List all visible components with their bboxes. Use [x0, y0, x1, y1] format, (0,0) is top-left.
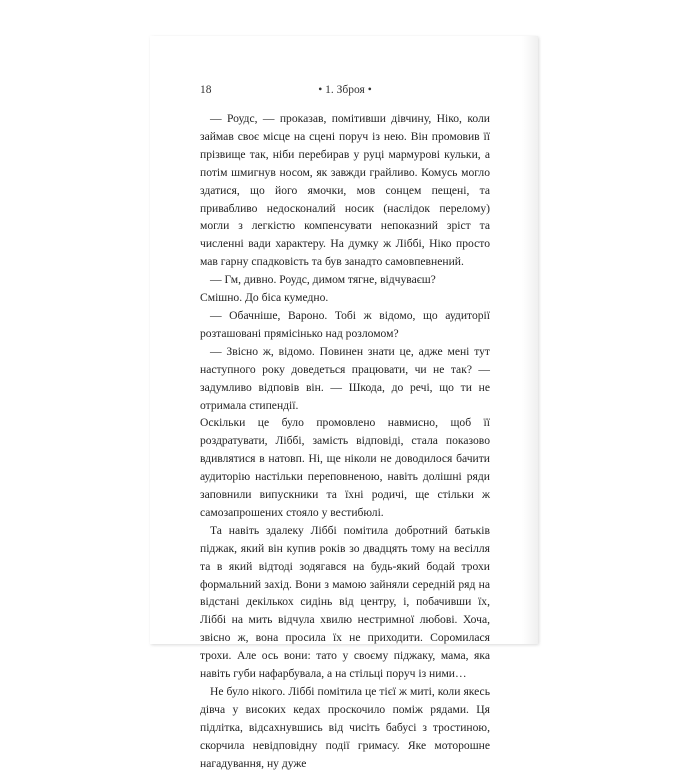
page-header — [200, 84, 490, 98]
page-edge-shade — [522, 36, 538, 644]
paragraph: Смішно. До біса кумедно. — [200, 291, 329, 305]
paragraph: — Гм, дивно. Роудс, димом тягне, відчуваєш? — [210, 273, 436, 287]
paragraph: Не було нікого. Ліббі помітила це тієї ж миті, коли якесь дівча у високих кедах проскочило поміж рядами. Ця підлітка, відсахнувшись від чисіть бабусі з тростиною, скорчила невідповідну події гримасу. Яке моторошне нагадування, ну дуже — [200, 685, 490, 770]
paragraph: Оскільки це було промовлено навмисно, щоб її роздратувати, Ліббі, замість відповіді, стала показово вдивлятися в натовп. Ні, ще ніколи не доводилося бачити аудиторію настільки переповненою, навіть долішні ряди заповнили випускники та їхні родичі, ще стільки ж самозапрошених стояло у вестибюлі. — [200, 416, 490, 519]
page-number: 18 — [200, 84, 212, 96]
paragraph: — Обачніше, Вароно. Тобі ж відомо, що аудиторії розташовані прямісінько над розломом? — [200, 308, 490, 340]
book-page — [150, 36, 538, 770]
body-text — [200, 110, 490, 773]
paragraph: — Роудс, — проказав, помітивши дівчину, Ніко, коли займав своє місце на сцені поруч із нею. Він промовив її прізвище так, ніби перебирав у руці мармурові кульки, а потім шмигнув носом, як завжди грайливо. Комусь могло здатися, що його ямочки, мов сонцем пещені, та привабливо недосконалий носик (наслідок перелому) могли з легкістю компенсувати непоказний зріст та численні вади характеру. На думку ж Ліббі, Ніко просто мав гарну спадковість та був занадто самовпевнений. — [200, 112, 490, 269]
running-head: • 1. Зброя • — [318, 84, 372, 96]
paragraph: Та навіть здалеку Ліббі помітила добротний батьків піджак, який він купив років зо двадцять тому на весілля та в який відтоді зодягався на будь-який бодай трохи формальний захід. Вони з мамою зайняли середній ряд на відстані декількох сидінь від центру, і, побачивши їх, Ліббі на мить відчула хвилю нестримної любові. Хоча, звісно ж, вона просила їх не приходити. Соромилася трохи. Але ось вони: тато у своєму піджаку, мама, яка навіть губи нафарбувала, а на стільці поруч із ними… — [200, 523, 490, 681]
paragraph: — Звісно ж, відомо. Повинен знати це, адже мені тут наступного року доведеться працювати, чи не так? — задумливо відповів він. — Шкода, до речі, що ти не отримала стипендії. — [200, 344, 490, 412]
